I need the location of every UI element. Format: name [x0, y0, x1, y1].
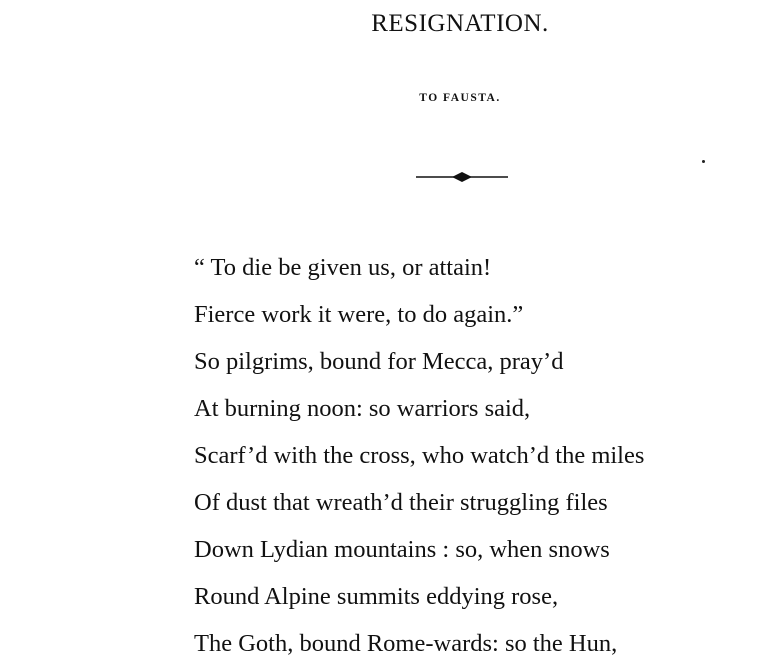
poem-line: Of dust that wreath’d their struggling files: [194, 489, 608, 516]
poem-line: “ To die be given us, or attain!: [194, 254, 492, 281]
print-speck: [702, 160, 705, 163]
poem-stanza: [194, 244, 644, 667]
diamond-rule-ornament-icon: [416, 168, 508, 186]
poem-dedication: TO FAUSTA.: [419, 92, 501, 104]
poem-title: RESIGNATION.: [371, 10, 549, 37]
poem-line: Scarf’d with the cross, who watch’d the miles: [194, 442, 645, 469]
poem-line: Round Alpine summits eddying rose,: [194, 583, 559, 610]
poem-line: At burning noon: so warriors said,: [194, 395, 531, 422]
poem-line: So pilgrims, bound for Mecca, pray’d: [194, 348, 564, 375]
poem-line: Down Lydian mountains : so, when snows: [194, 536, 610, 563]
poem-line: The Goth, bound Rome-wards: so the Hun,: [194, 630, 618, 657]
poem-line: Fierce work it were, to do again.”: [194, 301, 524, 328]
